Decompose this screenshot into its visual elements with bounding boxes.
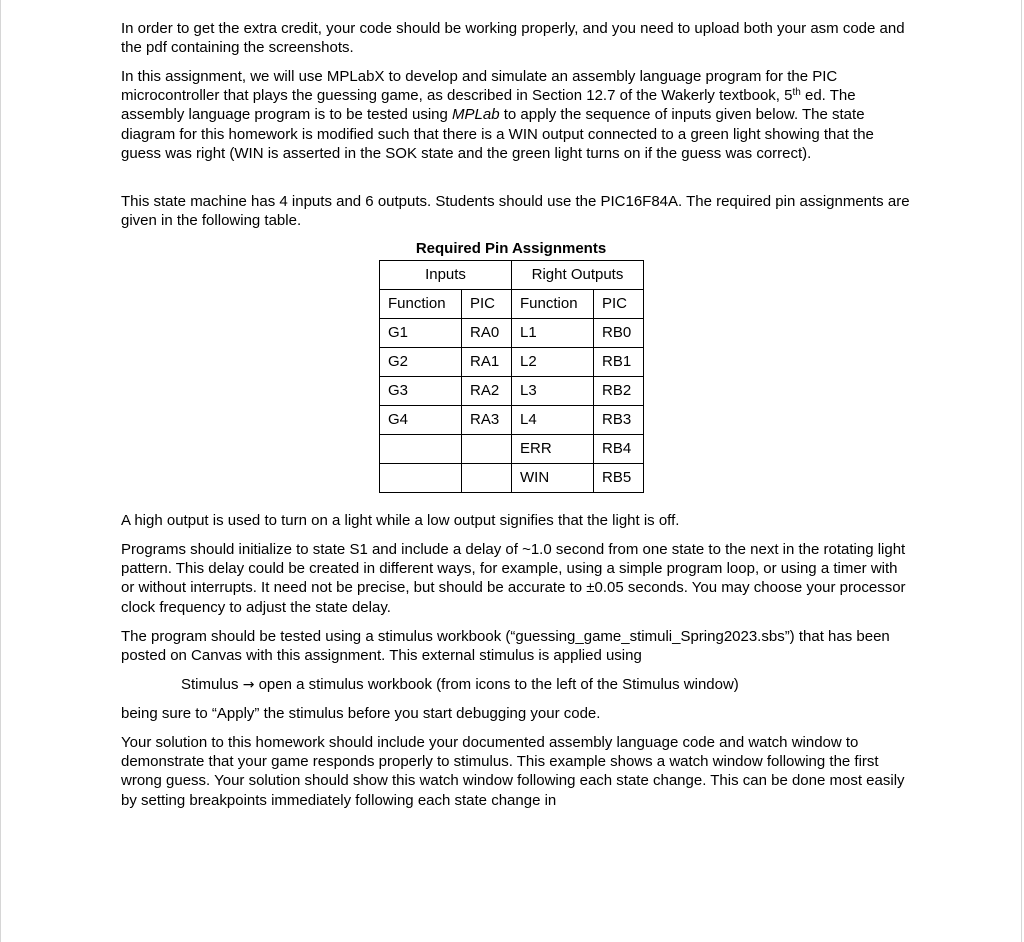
mplab-italic: MPLab <box>452 106 500 124</box>
table-cell: L1 <box>512 319 594 348</box>
table-row <box>380 377 644 406</box>
table-cell: L3 <box>512 377 594 406</box>
table-cell: G1 <box>380 319 462 348</box>
table-group-row <box>380 261 644 290</box>
table-cell: G4 <box>380 406 462 435</box>
table-cell <box>380 435 462 464</box>
paragraph-high-output: A high output is used to turn on a light while a low output signifies that the light is off. <box>121 512 680 529</box>
table-cell <box>462 435 512 464</box>
intro-text-c: to apply the sequence of inputs given below. The state diagram for this homework is modified such that there is a WIN output connected to a green light showing that the guess was right (WIN is asserted in the SOK state and the green light turns on if the guess was correct). <box>121 106 874 162</box>
table-cell: RA3 <box>462 406 512 435</box>
table-cell: RB0 <box>594 319 644 348</box>
intro-text-b: ed. The assembly language program is to be tested using <box>121 87 856 124</box>
paragraph-assignment-intro <box>121 67 911 163</box>
table-cell: RB5 <box>594 464 644 493</box>
table-cell: RB4 <box>594 435 644 464</box>
paragraph-stimulus-instruction <box>181 675 971 695</box>
table-cell: G3 <box>380 377 462 406</box>
paragraph-delay: Programs should initialize to state S1 and include a delay of ~1.0 second from one state to the next in the rotating light pattern. This delay could be created in different ways, for example, using a simple program loop, or using a timer with or without interrupts. It need not be precise, but should be accurate to ±0.05 seconds. You may choose your processor clock frequency to adjust the state delay. <box>121 541 906 616</box>
header-cell: Function <box>512 290 594 319</box>
paragraph-solution: Your solution to this homework should include your documented assembly language code and watch window to demonstrate that your game responds properly to stimulus. This example shows a watch window following the first wrong guess. Your solution should show this watch window following each state change. This can be done most easily by setting breakpoints immediately following each state change in <box>121 734 905 809</box>
table-cell: G2 <box>380 348 462 377</box>
table-cell <box>462 464 512 493</box>
pin-assignments-table <box>379 260 644 493</box>
group-inputs: Inputs <box>380 261 512 290</box>
table-cell: RA0 <box>462 319 512 348</box>
right-arrow-icon: → <box>242 677 255 693</box>
edition-superscript: th <box>792 87 801 99</box>
paragraph-extra-credit: In order to get the extra credit, your code should be working properly, and you need to upload both your asm code and the pdf containing the screenshots. <box>121 20 905 57</box>
stimulus-text-b: open a stimulus workbook (from icons to the left of the Stimulus window) <box>254 676 739 693</box>
table-cell <box>380 464 462 493</box>
table-cell: ERR <box>512 435 594 464</box>
stimulus-text-a: Stimulus <box>181 676 243 693</box>
table-cell: RB2 <box>594 377 644 406</box>
table-cell: RB1 <box>594 348 644 377</box>
table-row <box>380 348 644 377</box>
header-cell: Function <box>380 290 462 319</box>
header-cell: PIC <box>594 290 644 319</box>
table-header-row <box>380 290 644 319</box>
table-cell: L2 <box>512 348 594 377</box>
table-cell: RA2 <box>462 377 512 406</box>
paragraph-state-machine: This state machine has 4 inputs and 6 outputs. Students should use the PIC16F84A. The required pin assignments are given in the following table. <box>121 193 910 230</box>
table-row <box>380 406 644 435</box>
paragraph-apply: being sure to “Apply” the stimulus before you start debugging your code. <box>121 705 601 722</box>
table-row <box>380 319 644 348</box>
group-outputs: Right Outputs <box>512 261 644 290</box>
table-cell: WIN <box>512 464 594 493</box>
intro-text-a: In this assignment, we will use MPLabX to develop and simulate an assembly language program for the PIC microcontroller that plays the guessing game, as described in Section 12.7 of the Wakerly textbook, 5 <box>121 68 838 105</box>
table-title: Required Pin Assignments <box>415 240 607 257</box>
table-row <box>380 435 644 464</box>
table-row <box>380 464 644 493</box>
paragraph-stimulus-workbook: The program should be tested using a stimulus workbook (“guessing_game_stimuli_Spring2023.sbs”) that has been posted on Canvas with this assignment. This external stimulus is applied using <box>121 628 890 665</box>
table-cell: L4 <box>512 406 594 435</box>
table-cell: RA1 <box>462 348 512 377</box>
header-cell: PIC <box>462 290 512 319</box>
table-cell: RB3 <box>594 406 644 435</box>
